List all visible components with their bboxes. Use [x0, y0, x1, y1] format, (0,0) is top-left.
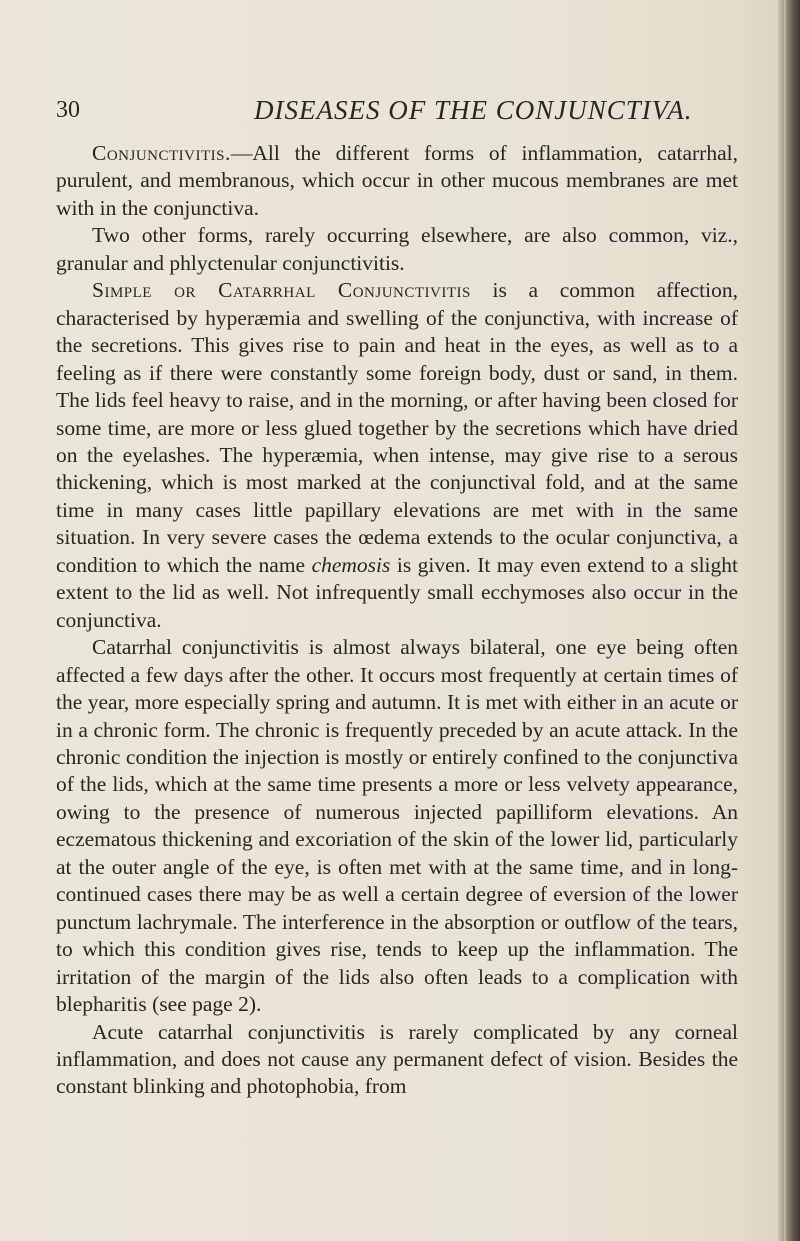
paragraph-text: is a common affection, characterised by hyperæmia and swelling of the conjunctiva, with increase of the secretions. This gives rise to pain and heat in the eyes, as well as to a feeling as if there were constantly some foreign body, dust or sand, in them. The lids feel heavy to raise, and in the morning, or after having been closed for some time, are more or less glued together by the secretions which have dried on the eyelashes. The hyperæmia, when intense, may give rise to a serous thickening, which is most marked at the conjunctival fold, and at the same time in many cases little papillary elevations are met with in the same situation. In very severe cases the œdema extends to the ocular conjunctiva, a condition to which the name: [56, 278, 738, 577]
emphasized-term: chemosis: [311, 552, 391, 577]
paragraph-text: Acute catarrhal conjunctivitis is rarely complicated by any corneal inflammation, and does not cause any permanent defect of vision. Besides the constant blinking and photophobia, from: [56, 1019, 738, 1099]
body-text: [56, 140, 738, 1101]
paragraph-conjunctivitis: [56, 140, 738, 222]
paragraph-other-forms: [56, 222, 738, 277]
book-binding-edge: [778, 0, 800, 1241]
paragraph-acute: [56, 1019, 738, 1101]
running-head: DISEASES OF THE CONJUNCTIVA.: [254, 95, 693, 125]
paragraph-lead: Simple or Catarrhal Conjunctivitis: [92, 278, 471, 303]
paragraph-catarrhal: [56, 277, 738, 634]
page-number: 30: [56, 97, 80, 123]
paragraph-text: —All the different forms of inflammation, catarrhal, purulent, and membranous, which occur in other mucous membranes are met with in the conjunctiva.: [56, 141, 738, 220]
paragraph-bilateral: [56, 634, 738, 1018]
paragraph-text-tail: is given. It may even extend to a slight extent to the lid as well. Not infrequently small ecchymoses also occur in the conjunctiva.: [56, 552, 739, 632]
paragraph-text: Catarrhal conjunctivitis is almost always bilateral, one eye being often affected a few days after the other. It occurs most frequently at certain times of the year, more especially spring and autumn. It is met with either in an acute or in a chronic form. The chronic is frequently preceded by an acute attack. In the chronic condition the injection is mostly or entirely confined to the conjunctiva of the lids, which at the same time presents a more or less velvety appearance, owing to the presence of numerous injected papilliform elevations. An eczematous thickening and excoriation of the skin of the lower lid, particularly at the outer angle of the eye, is often met with at the same time, and in long-continued cases there may be as well a certain degree of eversion of the lower punctum lachrymale. The interference in the absorption or outflow of the tears, to which this condition gives rise, tends to keep up the inflammation. The irritation of the margin of the lids also often leads to a complication with blepharitis (see page 2).: [56, 635, 738, 1017]
page-header: [56, 95, 736, 139]
paragraph-text: Two other forms, rarely occurring elsewhere, are also common, viz., granular and phlyctenular conjunctivitis.: [56, 223, 738, 275]
paragraph-lead: Conjunctivitis.: [92, 141, 231, 165]
